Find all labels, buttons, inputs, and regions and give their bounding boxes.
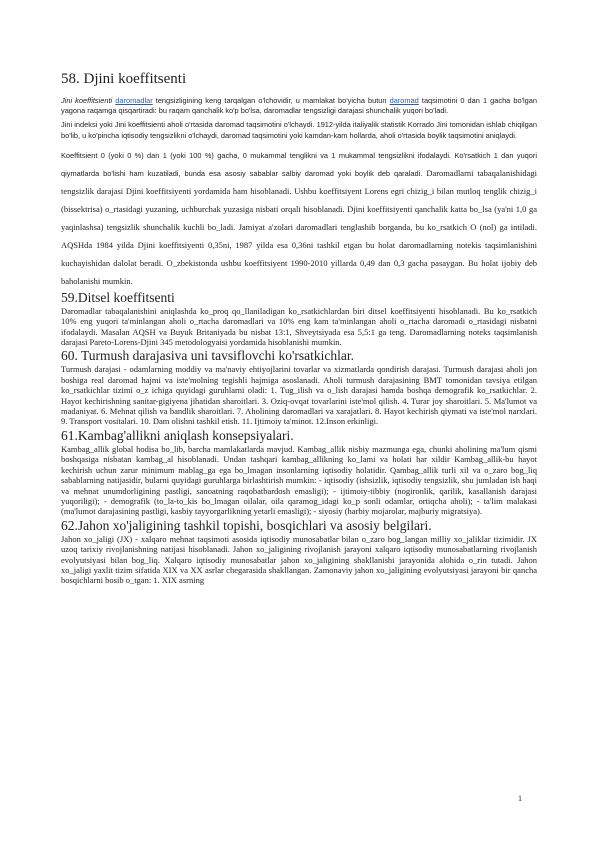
section-61-title: 61.Kambag'allikni aniqlash konsepsiyalari.	[61, 427, 294, 443]
section-59-body: Daromadlar tabaqalanishini aniqlashda ko_proq qo_llaniladigan ko_rsatkichlardan biri ditsel koeffitsiyenti hisoblanadi. Bu ko_rsatkich 10% eng yuqori ta'minlangan aholi o_rtacha daromadlari va 10% eng kam ta'minlangan aholi o_rtacha daromadi o_rtasidagi nisbatni ifodalaydi. Masalan AQSH va Buyuk Britaniyada bu nisbat 13:1, Shveytsiyada esa 5,5:1 ga teng. Daromadlarning noteks taqsimlanish darajasi Pareto-Lorens-Djini 345 metodologyaisi yordamida hisoblanishi mumkin.	[61, 305, 537, 348]
link-daromadlar[interactable]: daromadlar	[115, 96, 153, 105]
link-daromad[interactable]: daromad	[389, 96, 419, 105]
section-60-title: 60. Turmush darajasiva uni tavsiflovchi ko'rsatkichlar.	[61, 348, 355, 364]
section-58-paragraph-2: Jini indeksi yoki Jini koeffitsienti aholi o'rtasida daromad taqsimotini o'lchaydi. 1912-yilda italiyalik statistik Korrado Jini tomonidan ishlab chiqilgan bo'lib, u ko'pincha iqtisodiy tengsizlikni o'lchaydi, daromad taqsimotini yoki kamdan-kam hollarda, aholi o'rtasida boylik taqsimotini aniqlaydi.	[61, 120, 537, 140]
term-jini-koeffitsienti: Jini koeffitsienti	[61, 96, 113, 105]
section-58-title: 58. Djini koeffitsenti	[61, 71, 187, 87]
section-62-title: 62.Jahon xo'jaligining tashkil topishi, bosqichlari va asosiy belgilari.	[61, 517, 432, 533]
section-58-paragraph-3	[61, 145, 537, 289]
section-60-body: Turmush darajasi - odamlarning moddiy va ma'naviy ehtiyojlarini tovarlar va xizmatlarda qondirish darajasi. Turmush darajasi aholi jon boshiga real daromad hajmi va iste'molning tegishli hajmiga asoslanadi. Aholi turmush darajasining BMT tomonidan tavsiya etilgan ko_rsatkichlar tizimi o_z ichiga quyidagi guruhlarni oladi: 1. Tug_ilish va o_lish darajasi hamda boshqa demografik ko_rsatkichlar. 2. Hayot kechirishning sanitar-gigiyena jihatidan sharoitlari. 3. Oziq-ovqat tovarlarini iste'mol qilish. 4. Turar joy sharoitlari. 5. Ma'lumot va madaniyat. 6. Mehnat qilish va bandlik sharoitlari. 7. Aholining daromadlari va xarajatlari. 8. Hayot kechirish qiymati va iste'mol narxlari. 9. Transport vositalari. 10. Dam olishni tashkil etish. 11. Ijtimoiy ta'minot. 12.Inson erkinligi.	[61, 364, 537, 427]
section-58-paragraph-1	[61, 96, 537, 116]
paragraph-text-sans: Koeffitsient 0 (yoki 0 %) dan 1 (yoki 100 %) gacha, 0 mukammal tenglikni va 1 mukammal tengsizlikni ifodalaydi. Ko'rsatkich 1 dan yuqori qiymatlarda bo'lishi ham kuzatiladi, bunda esa asosiy sabablar salbiy daromad yoki boylik deb qaraladi.	[61, 150, 537, 178]
page-number: 1	[518, 794, 522, 803]
document-page	[61, 62, 537, 586]
section-62-body: Jahon xo_jaligi (JX) - xalqaro mehnat taqsimoti asosida iqtisodiy munosabatlar bilan o_zaro bog_langan milliy xo_jaliklar tizimidir. JX uzoq tarixiy rivojlanishning natijasi hisoblanadi. Jahon xo_jaligining rivojlanish jarayoni xalqaro iqtisodiy munosabatlarning rivojlanish evolyutsiyasi bilan bog_liq. Xalqaro iqtisodiy munosabatlar jahon xo_jaligining shakllanishi jarayonida alohida o_rin tutadi. Jahon xo_jaligi yaxlit tizim sifatida XIX va XX asrlar chegarasida shakllangan. Zamonaviy jahon xo_jaligining evolyutsiyasi jarayoni bir qancha bosqichlarni bosib o_tgan: 1. XIX asrning	[61, 533, 537, 586]
paragraph-text-serif: Daromadlarni tabaqalanishidagi tengsizlik darajasi Djini koeffitsiyenti yordamida ham hisoblanadi. Ushbu koeffitsiyent Lorens egri chizig_i bilan mutloq tenglik chizig_i (bissektrisa) o_rtasidagi yuzaning, uchburchak yuzasiga nisbati orqali hisoblanadi. Djini koeffitsiyenti qanchalik katta bo_lsa (ya'ni 1,0 ga yaqinlashsa) tengsizlik shunchalik kuchli bo_ladi. Jamiyat a'zolari daromadlari tenglashib borganda, bu ko_rsatkich O (nol) ga intiladi. AQSHda 1984 yilda Djini koeffitsiyenti 0,35ni, 1987 yilda esa 0,36ni tashkil etgan bu holat daromadlarning notekis taqsimlanishini kuchayishidan dalolat beradi. O_zbekistonda ushbu koeffitsiyent 1990-2010 yillarda 0,49 dan 0,3 gacha pasaygan. Bu holat ijobiy deb baholanishi mumkin.	[61, 167, 537, 286]
section-59-title: 59.Ditsel koeffitsenti	[61, 289, 175, 305]
paragraph-text: tengsizligining keng tarqalgan o'lchovidir, u mamlakat bo'yicha butun	[152, 96, 390, 105]
section-61-body: Kambag_allik global hodisa bo_lib, barcha mamlakatlarda mavjud. Kambag_allik nisbiy mazmunga ega, chunki aholining ma'lum qismi boshqasiga nisbatan kambag_al hisoblanadi. Undan tashqari kambag_allikning ko_lami va holati har xildir Kambag_allik-bu hayot kechirish uchun zarur minimum mablag_ga ega bo_lmagan insonlarning iqtisodiy holatidir. Qambag_allik turli xil va o_zaro bog_liq sabablarning natijasidir, bularni quyidagi guruhlarga birlashtirish mumkin: - iqtisodiy (ishsizlik, iqtisodiy tengsizlik, shu jumladan ish haqi va mehnat unumdorligining pastligi, sanoatning raqobatbardosh emasligi); - ijtimoiy-tibbiy (nogironlik, qarilik, kasallanish darajasi yuqoriligi); - demografik (to_la-to_kis bo_lmagan oilalar, oila qaramog_idagi ko_p sonli odamlar, ortiqcha aholi); - ta'lim malakasi (ma'lumot darajasining pastligi, kasbiy tayyorgarlikning yetarli emasligi); - siyosiy (harbiy mojarolar, majburiy migratsiya).	[61, 443, 537, 517]
paragraph-text: taqsimotini 0 dan 1 gacha bo'lgan yagona raqamga qisqartiradi: bu raqam qanchalik ko'p bo'lsa, daromadlar tengsizligi darajasi shunchalik yuqori bo'ladi.	[61, 96, 537, 116]
